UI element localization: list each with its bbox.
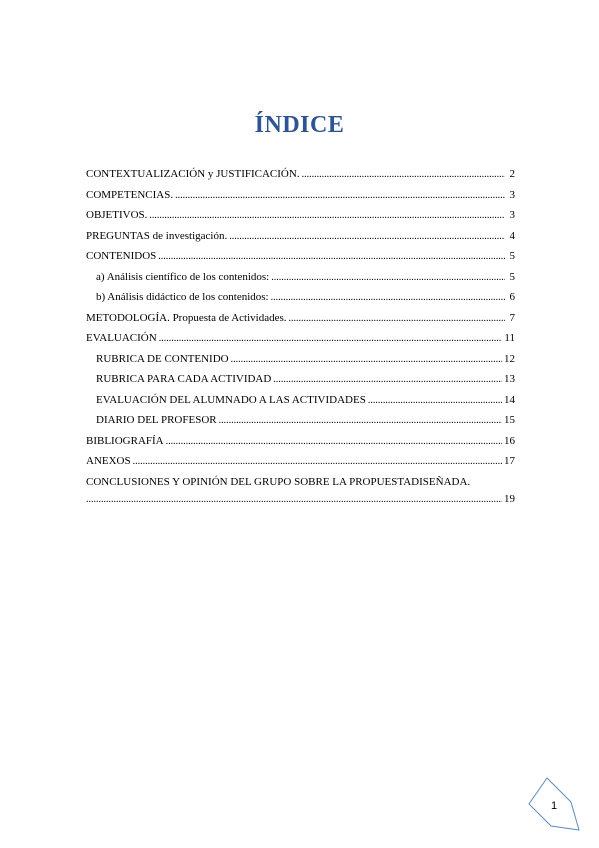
toc-leader-dots bbox=[231, 354, 502, 365]
toc-entry-label: CONTENIDOS bbox=[86, 250, 157, 262]
toc-entry-page: 13 bbox=[504, 373, 515, 385]
toc-entry-label: EVALUACIÓN bbox=[86, 332, 157, 344]
toc-leader-dots bbox=[133, 456, 502, 467]
toc-entry[interactable] bbox=[86, 291, 515, 312]
toc-entry-label: PREGUNTAS de investigación. bbox=[86, 229, 228, 242]
toc-entry[interactable] bbox=[86, 353, 515, 374]
toc-leader-dots bbox=[229, 231, 505, 242]
toc-entry-page: 6 bbox=[509, 291, 515, 303]
toc-entry-page: 12 bbox=[504, 352, 515, 365]
toc-entry[interactable] bbox=[86, 271, 515, 292]
toc-entry-page: 19 bbox=[504, 492, 515, 505]
toc-entry-conclusiones[interactable] bbox=[86, 476, 515, 513]
toc-entry-page: 11 bbox=[504, 332, 515, 344]
toc-entry[interactable] bbox=[86, 189, 515, 210]
toc-entry-label: RUBRICA DE CONTENIDO bbox=[96, 352, 229, 365]
toc-entry-label: EVALUACIÓN DEL ALUMNADO A LAS ACTIVIDADES bbox=[96, 393, 366, 406]
toc-leader-dots bbox=[273, 374, 502, 385]
toc-leader-dots bbox=[271, 292, 505, 303]
toc-leader-dots bbox=[158, 251, 505, 262]
toc-entry-label: ANEXOS bbox=[86, 455, 131, 467]
toc-entry-label: CONCLUSIONES Y OPINIÓN DEL GRUPO SOBRE LA PROPUESTADISEÑADA. bbox=[86, 475, 471, 488]
toc-entry-label: RUBRICA PARA CADA ACTIVIDAD bbox=[96, 373, 272, 385]
toc-entry[interactable] bbox=[86, 435, 515, 456]
toc-leader-dots bbox=[302, 169, 505, 180]
toc-entry-page: 7 bbox=[509, 311, 515, 324]
toc-leader-dots bbox=[86, 494, 502, 505]
toc-entry-label: COMPETENCIAS. bbox=[86, 188, 174, 201]
toc-entry[interactable] bbox=[86, 168, 515, 189]
page-title: ÍNDICE bbox=[254, 112, 345, 138]
toc-entry-label: METODOLOGÍA. Propuesta de Actividades. bbox=[86, 311, 287, 324]
toc-entry[interactable] bbox=[86, 230, 515, 251]
toc-entry[interactable] bbox=[86, 250, 515, 271]
toc-entry[interactable] bbox=[86, 373, 515, 394]
page-number: 1 bbox=[550, 800, 558, 812]
toc-entry[interactable] bbox=[86, 394, 515, 415]
page-number-marker bbox=[527, 776, 577, 828]
toc-leader-dots bbox=[219, 415, 502, 426]
toc-leader-dots bbox=[271, 272, 505, 283]
toc-entry[interactable] bbox=[86, 455, 515, 476]
toc-entry-page: 14 bbox=[504, 393, 515, 406]
toc-entry-page: 15 bbox=[504, 414, 515, 426]
toc-entry-page: 5 bbox=[509, 270, 515, 283]
toc-entry-label: CONTEXTUALIZACIÓN y JUSTIFICACIÓN. bbox=[86, 168, 300, 180]
toc-leader-dots bbox=[289, 313, 505, 324]
toc-entry-page: 17 bbox=[504, 455, 515, 467]
toc-entry-label: DIARIO DEL PROFESOR bbox=[96, 414, 217, 426]
toc-entry-page: 5 bbox=[509, 250, 515, 262]
toc-entry[interactable] bbox=[86, 414, 515, 435]
toc-entry-page: 3 bbox=[509, 188, 515, 201]
toc-entry-label: a) Análisis científico de los contenidos: bbox=[96, 270, 270, 283]
toc-entry[interactable] bbox=[86, 332, 515, 353]
toc-entry[interactable] bbox=[86, 209, 515, 230]
toc-entry-label: b) Análisis didáctico de los contenidos: bbox=[96, 291, 269, 303]
toc-entry-page: 16 bbox=[504, 434, 515, 447]
toc-entry[interactable] bbox=[86, 312, 515, 333]
toc-entry-page: 4 bbox=[509, 229, 515, 242]
toc-leader-dots bbox=[159, 333, 503, 344]
toc-leader-dots bbox=[175, 190, 505, 201]
toc-leader-dots bbox=[166, 436, 502, 447]
toc-entry-label: BIBLIOGRAFÍA bbox=[86, 434, 164, 447]
toc-entry-page: 3 bbox=[509, 209, 515, 221]
toc-entry-page: 2 bbox=[509, 168, 515, 180]
toc-leader-dots bbox=[368, 395, 502, 406]
toc-leader-dots bbox=[149, 210, 505, 221]
toc-entry-label: OBJETIVOS. bbox=[86, 209, 148, 221]
table-of-contents bbox=[86, 168, 515, 513]
